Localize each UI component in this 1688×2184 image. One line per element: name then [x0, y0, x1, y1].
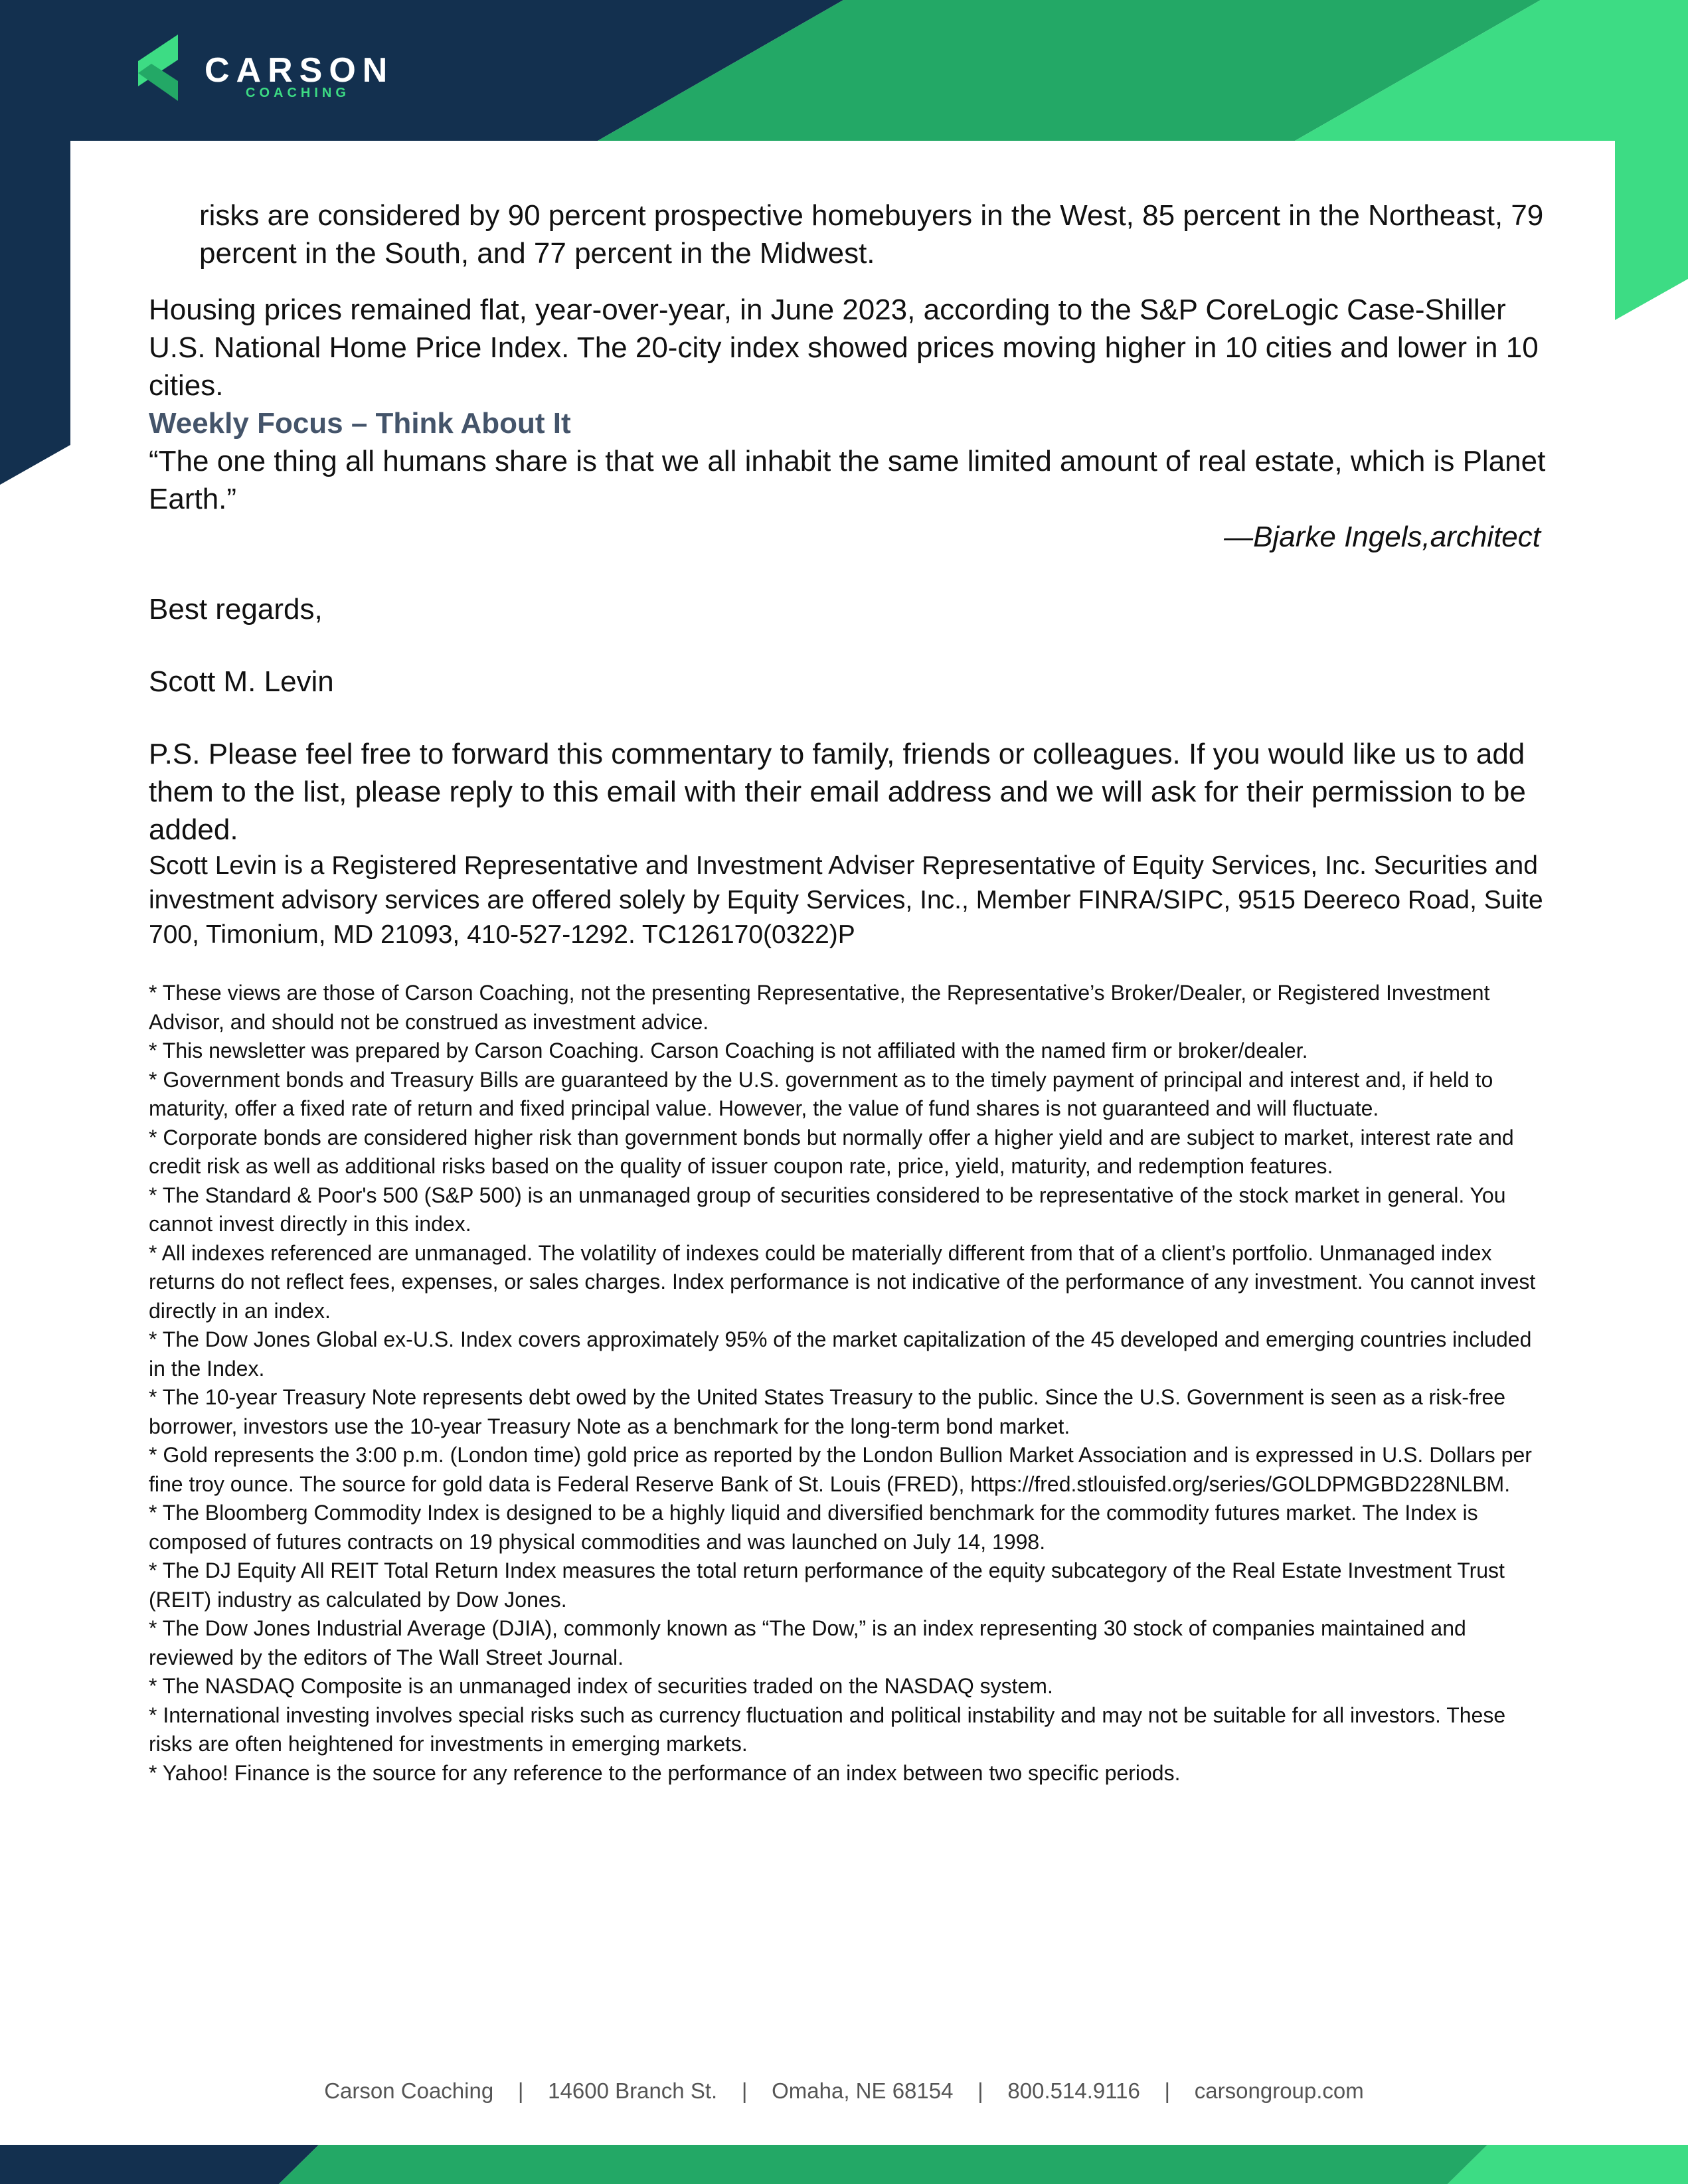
disclosure-item: * The Dow Jones Industrial Average (DJIA), commonly known as “The Dow,” is an index representing 30 stock of companies maintained and reviewed by the editors of The Wall Street Journal.	[149, 1616, 1466, 1669]
footer-company: Carson Coaching	[324, 2078, 494, 2103]
logo-wordmark: CARSON	[205, 51, 394, 90]
footer-separator: |	[517, 2078, 524, 2103]
newsletter-content	[149, 197, 1550, 1788]
disclosure-item: * Corporate bonds are considered higher risk than government bonds but normally offer a higher yield and are subject to market, interest rate and credit risk as well as additional risks based on the quality of issuer coupon rate, price, yield, maturity, and redemption features.	[149, 1125, 1514, 1178]
footer-separator: |	[1164, 2078, 1171, 2103]
postscript-paragraph: P.S. Please feel free to forward this commentary to family, friends or colleagues. If you would like us to add them to the list, please reply to this email with their email address and we will ask for their permission to be added.	[149, 738, 1526, 846]
disclosure-item: * This newsletter was prepared by Carson Coaching. Carson Coaching is not affiliated with the named firm or broker/dealer.	[149, 1039, 1308, 1062]
disclosure-item: * The NASDAQ Composite is an unmanaged index of securities traded on the NASDAQ system.	[149, 1674, 1053, 1698]
quote-attribution: —Bjarke Ingels,architect	[1224, 521, 1541, 553]
footer-separator: |	[977, 2078, 983, 2103]
footer-phone: 800.514.9116	[1007, 2078, 1140, 2103]
disclosure-item: * The DJ Equity All REIT Total Return Index measures the total return performance of the equity subcategory of the Real Estate Investment Trust (REIT) industry as calculated by Dow Jones.	[149, 1558, 1505, 1612]
footer-separator: |	[741, 2078, 748, 2103]
disclosure-item: * International investing involves special risks such as currency fluctuation and political instability and may not be suitable for all investors. These risks are often heightened for investments in emerging markets.	[149, 1703, 1506, 1756]
disclosure-item: * Government bonds and Treasury Bills are guaranteed by the U.S. government as to the timely payment of principal and interest and, if held to maturity, offer a fixed rate of return and fixed principal value. However, the value of fund shares is not guaranteed and will fluctuate.	[149, 1067, 1493, 1120]
disclosure-item: * Yahoo! Finance is the source for any reference to the performance of an index between two specific periods.	[149, 1760, 1181, 1785]
footer-address: 14600 Branch St.	[548, 2078, 718, 2103]
disclosure-item: * The 10-year Treasury Note represents debt owed by the United States Treasury to the public. Since the U.S. Government is seen as a risk-free borrower, investors use the 10-year Treasury Note as a benchmark for the long-term bond market.	[149, 1385, 1506, 1438]
disclosure-item: * All indexes referenced are unmanaged. The volatility of indexes could be materially different from that of a client’s portfolio. Unmanaged index returns do not reflect fees, expenses, or sales charges. Index performance is not indicative of the performance of any investment. You cannot invest directly in an index.	[149, 1240, 1536, 1323]
disclosures-list	[149, 979, 1550, 1788]
carson-coaching-logo	[138, 35, 417, 108]
closing-line: Best regards,	[149, 593, 323, 626]
disclosure-item: * The Bloomberg Commodity Index is designed to be a highly liquid and diversified benchmark for the commodity futures market. The Index is composed of futures contracts on 19 physical commodities and was launched on July 14, 1998.	[149, 1501, 1478, 1554]
footer-city: Omaha, NE 68154	[772, 2078, 954, 2103]
disclosure-item: * These views are those of Carson Coaching, not the presenting Representative, the Representative’s Broker/Dealer, or Registered Investment Advisor, and should not be construed as investment advice.	[149, 981, 1490, 1034]
page-footer	[0, 2078, 1688, 2104]
signature-name: Scott M. Levin	[149, 665, 334, 698]
footer-website-link[interactable]: carsongroup.com	[1194, 2078, 1364, 2103]
weekly-focus-heading: Weekly Focus – Think About It	[149, 407, 571, 440]
disclosure-item: * The Dow Jones Global ex-U.S. Index covers approximately 95% of the market capitalization of the 45 developed and emerging countries included in the Index.	[149, 1327, 1532, 1381]
logo-subtitle: COACHING	[246, 86, 350, 100]
representative-bio: Scott Levin is a Registered Representative and Investment Adviser Representative of Equity Services, Inc. Securities and investment advisory services are offered solely by Equity Services, Inc., Member FINRA/SIPC, 9515 Deereco Road, Suite 700, Timonium, MD 21093, 410-527-1292. TC126170(0322)P	[149, 851, 1543, 949]
housing-prices-paragraph: Housing prices remained flat, year-over-year, in June 2023, according to the S&P CoreLogic Case-Shiller U.S. National Home Price Index. The 20-city index showed prices moving higher in 10 cities and lower in 10 cities.	[149, 294, 1539, 402]
housing-risk-paragraph: risks are considered by 90 percent prospective homebuyers in the West, 85 percent in the Northeast, 79 percent in the South, and 77 percent in the Midwest.	[199, 199, 1544, 270]
disclosure-item: * The Standard & Poor's 500 (S&P 500) is an unmanaged group of securities considered to be representative of the stock market in general. You cannot invest directly in this index.	[149, 1183, 1506, 1236]
disclosure-item: * Gold represents the 3:00 p.m. (London time) gold price as reported by the London Bullion Market Association and is expressed in U.S. Dollars per fine troy ounce. The source for gold data is Federal Reserve Bank of St. Louis (FRED), https://fred.stlouisfed.org/series/GOLDPMGBD228NLBM.	[149, 1443, 1532, 1496]
quote-text: “The one thing all humans share is that we all inhabit the same limited amount of real estate, which is Planet Earth.”	[149, 445, 1546, 515]
carson-logo-mark-icon	[138, 35, 191, 106]
